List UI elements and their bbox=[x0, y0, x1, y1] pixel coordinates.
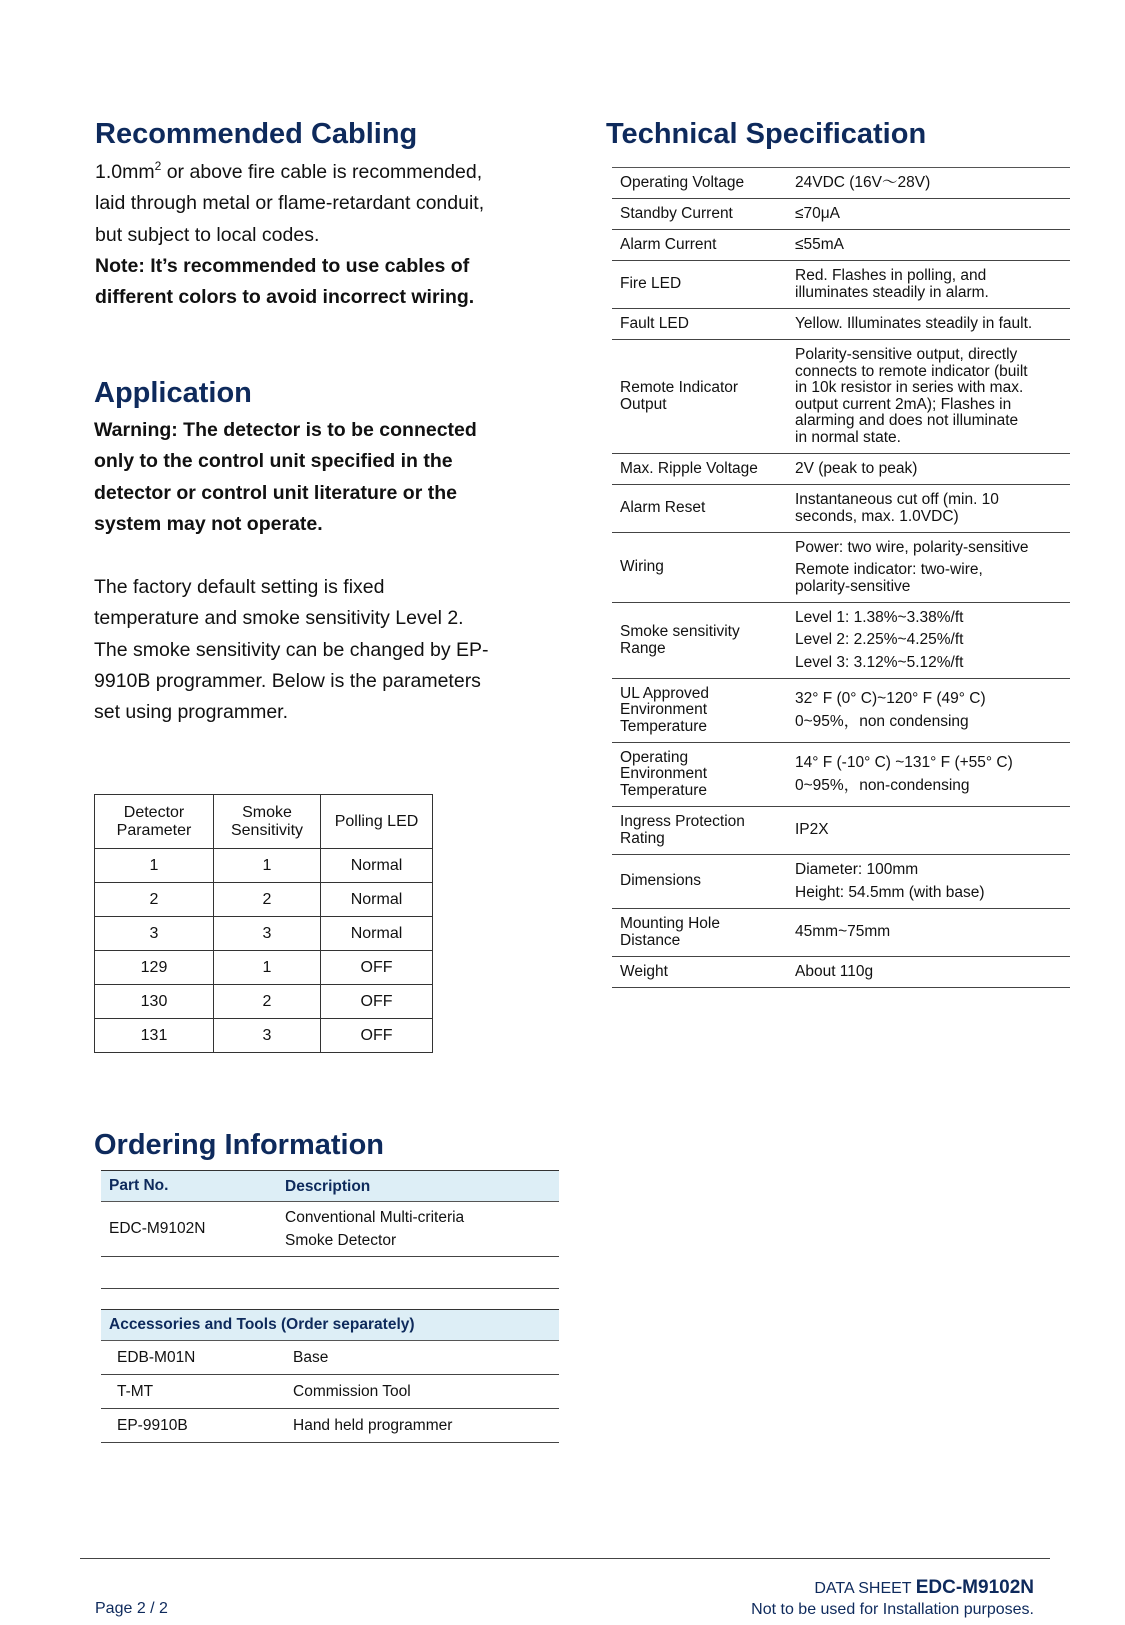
description: Conventional Multi-criteria Smoke Detector bbox=[285, 1209, 465, 1249]
cell: OFF bbox=[321, 1019, 433, 1053]
spec-value: IP2X bbox=[795, 821, 829, 839]
accessories-header-label: Accessories and Tools (Order separately) bbox=[109, 1316, 415, 1333]
header-description: Description bbox=[285, 1177, 371, 1195]
ordering-title: Ordering Information bbox=[94, 1129, 384, 1161]
spec-value: Instantaneous cut off (min. 10 seconds, max. 1.0VDC) bbox=[795, 491, 999, 525]
parameter-table bbox=[94, 794, 433, 1053]
header-detector-parameter: Detector Parameter bbox=[95, 795, 214, 849]
superscript: 2 bbox=[154, 159, 162, 173]
spec-row bbox=[612, 603, 1070, 679]
spec-key: Mounting Hole Distance bbox=[620, 915, 720, 949]
cabling-text bbox=[95, 157, 535, 313]
warning-line: only to the control unit specified in the bbox=[94, 450, 453, 473]
cell: 2 bbox=[214, 883, 321, 917]
cabling-note-line2: different colors to avoid incorrect wiring. bbox=[95, 286, 475, 309]
ordering-header bbox=[101, 1170, 559, 1202]
spec-row bbox=[612, 230, 1070, 261]
spec-row bbox=[612, 454, 1070, 485]
ordering-empty-row bbox=[101, 1257, 559, 1289]
ordering-table bbox=[101, 1170, 559, 1443]
cell: OFF bbox=[321, 951, 433, 985]
spec-key: Max. Ripple Voltage bbox=[620, 459, 758, 477]
spec-title: Technical Specification bbox=[606, 118, 927, 150]
spec-row bbox=[612, 909, 1070, 957]
cabling-line2: laid through metal or flame-retardant conduit, bbox=[95, 192, 485, 215]
spec-value: 24VDC (16V～28V) bbox=[795, 173, 931, 191]
spec-row bbox=[612, 533, 1070, 603]
spec-row bbox=[612, 743, 1070, 807]
spec-value: Level 1: 1.38%~3.38%/ft Level 2: 2.25%~4.25%/ft Level 3: 3.12%~5.12%/ft bbox=[795, 608, 964, 671]
disclaimer: Not to be used for Installation purposes. bbox=[751, 1601, 1034, 1618]
table-row bbox=[95, 849, 433, 883]
spec-key: Dimensions bbox=[620, 872, 701, 890]
table-row bbox=[95, 917, 433, 951]
accessory-row bbox=[101, 1341, 559, 1375]
application-warning bbox=[94, 415, 534, 540]
spec-key: Operating Environment Temperature bbox=[620, 748, 708, 799]
footer-divider bbox=[80, 1558, 1050, 1559]
spec-row bbox=[612, 485, 1070, 533]
spec-value: ≤55mA bbox=[795, 235, 844, 253]
body-line: set using programmer. bbox=[94, 701, 289, 724]
accessories-header bbox=[101, 1309, 559, 1341]
spec-row bbox=[612, 340, 1070, 454]
spec-key: Wiring bbox=[620, 558, 664, 576]
spec-row bbox=[612, 957, 1070, 988]
spec-value: Red. Flashes in polling, and illuminates steadily in alarm. bbox=[795, 267, 989, 301]
footer-right bbox=[751, 1577, 1034, 1620]
cell: Normal bbox=[321, 917, 433, 951]
spec-value: 45mm~75mm bbox=[795, 923, 891, 941]
spec-key: Smoke sensitivity Range bbox=[620, 623, 740, 657]
cell: OFF bbox=[321, 985, 433, 1019]
spec-value: Polarity-sensitive output, directly connects to remote indicator (built in 10k resistor in series with max. output current 2mA); Flashes in alarming and does not illuminate in normal state. bbox=[795, 346, 1028, 446]
header-part-no: Part No. bbox=[109, 1177, 169, 1194]
spec-row bbox=[612, 168, 1070, 199]
body-line: The factory default setting is fixed bbox=[94, 576, 385, 598]
cell: 2 bbox=[214, 985, 321, 1019]
part-no: EDC-M9102N bbox=[109, 1220, 206, 1237]
page-number: Page 2 / 2 bbox=[95, 1600, 168, 1617]
spec-key: Alarm Reset bbox=[620, 499, 706, 517]
table-row bbox=[95, 985, 433, 1019]
spec-key: Standby Current bbox=[620, 204, 733, 222]
spec-value: About 110g bbox=[795, 962, 874, 980]
warning-line: detector or control unit literature or the bbox=[94, 481, 457, 504]
cell: Normal bbox=[321, 883, 433, 917]
body-line: 9910B programmer. Below is the parameters bbox=[94, 669, 481, 692]
spec-row bbox=[612, 679, 1070, 743]
spec-key: Remote Indicator Output bbox=[620, 379, 739, 413]
description: Commission Tool bbox=[293, 1383, 411, 1400]
spec-row bbox=[612, 261, 1070, 309]
model-number: EDC-M9102N bbox=[915, 1577, 1034, 1598]
cabling-line3: but subject to local codes. bbox=[95, 223, 320, 246]
cell: 129 bbox=[95, 951, 214, 985]
cell: 3 bbox=[95, 917, 214, 951]
datasheet-label: DATA SHEET bbox=[814, 1580, 916, 1597]
spec-value: Power: two wire, polarity-sensitive Remote indicator: two-wire, polarity-sensitive bbox=[795, 538, 1029, 595]
cabling-line1-suffix: or above fire cable is recommended, bbox=[161, 161, 483, 183]
description: Base bbox=[293, 1349, 329, 1366]
header-smoke-sensitivity: Smoke Sensitivity bbox=[214, 795, 321, 849]
cell: 1 bbox=[214, 849, 321, 883]
cell: 3 bbox=[214, 1019, 321, 1053]
cell: 1 bbox=[214, 951, 321, 985]
cell: 131 bbox=[95, 1019, 214, 1053]
spec-key: Operating Voltage bbox=[620, 173, 745, 191]
spec-value: Diameter: 100mm Height: 54.5mm (with base) bbox=[795, 861, 985, 901]
spec-value: 2V (peak to peak) bbox=[795, 459, 918, 477]
part-no: EP-9910B bbox=[117, 1416, 188, 1434]
spec-key: UL Approved Environment Temperature bbox=[620, 684, 710, 735]
spec-value: ≤70μA bbox=[795, 204, 841, 222]
part-no: EDB-M01N bbox=[117, 1348, 196, 1366]
warning-line: Warning: The detector is to be connected bbox=[94, 419, 477, 441]
spec-key: Ingress Protection Rating bbox=[620, 813, 745, 847]
spec-row bbox=[612, 807, 1070, 855]
header-polling-led: Polling LED bbox=[321, 795, 433, 849]
cabling-note-line1: Note: It’s recommended to use cables of bbox=[95, 254, 470, 277]
spec-key: Fire LED bbox=[620, 275, 682, 293]
part-no: T-MT bbox=[117, 1382, 154, 1400]
accessory-row bbox=[101, 1409, 559, 1443]
spec-value: 32° F (0° C)~120° F (49° C) 0~95%，non condensing bbox=[795, 690, 986, 730]
cell: 3 bbox=[214, 917, 321, 951]
body-line: temperature and smoke sensitivity Level 2. bbox=[94, 607, 464, 630]
application-body bbox=[94, 572, 534, 728]
cell: 2 bbox=[95, 883, 214, 917]
table-row bbox=[95, 883, 433, 917]
cabling-line1-prefix: 1.0mm bbox=[95, 161, 155, 183]
table-row bbox=[95, 1019, 433, 1053]
table-header-row bbox=[95, 795, 433, 849]
table-row bbox=[95, 951, 433, 985]
spec-table bbox=[612, 167, 1070, 988]
body-line: The smoke sensitivity can be changed by EP- bbox=[94, 638, 489, 661]
ordering-row bbox=[101, 1202, 559, 1257]
warning-line: system may not operate. bbox=[94, 512, 323, 535]
spec-key: Weight bbox=[620, 962, 668, 980]
cell: 130 bbox=[95, 985, 214, 1019]
spec-value: 14° F (-10° C) ~131° F (+55° C) 0~95%，non-condensing bbox=[795, 754, 1013, 794]
accessory-row bbox=[101, 1375, 559, 1409]
spec-key: Alarm Current bbox=[620, 235, 717, 253]
spec-key: Fault LED bbox=[620, 314, 689, 332]
spec-row bbox=[612, 199, 1070, 230]
description: Hand held programmer bbox=[293, 1417, 453, 1434]
spec-value: Yellow. Illuminates steadily in fault. bbox=[795, 314, 1033, 332]
cell: 1 bbox=[95, 849, 214, 883]
cabling-title: Recommended Cabling bbox=[95, 118, 418, 150]
cell: Normal bbox=[321, 849, 433, 883]
application-title: Application bbox=[94, 377, 252, 409]
spec-row bbox=[612, 855, 1070, 909]
spec-row bbox=[612, 309, 1070, 340]
